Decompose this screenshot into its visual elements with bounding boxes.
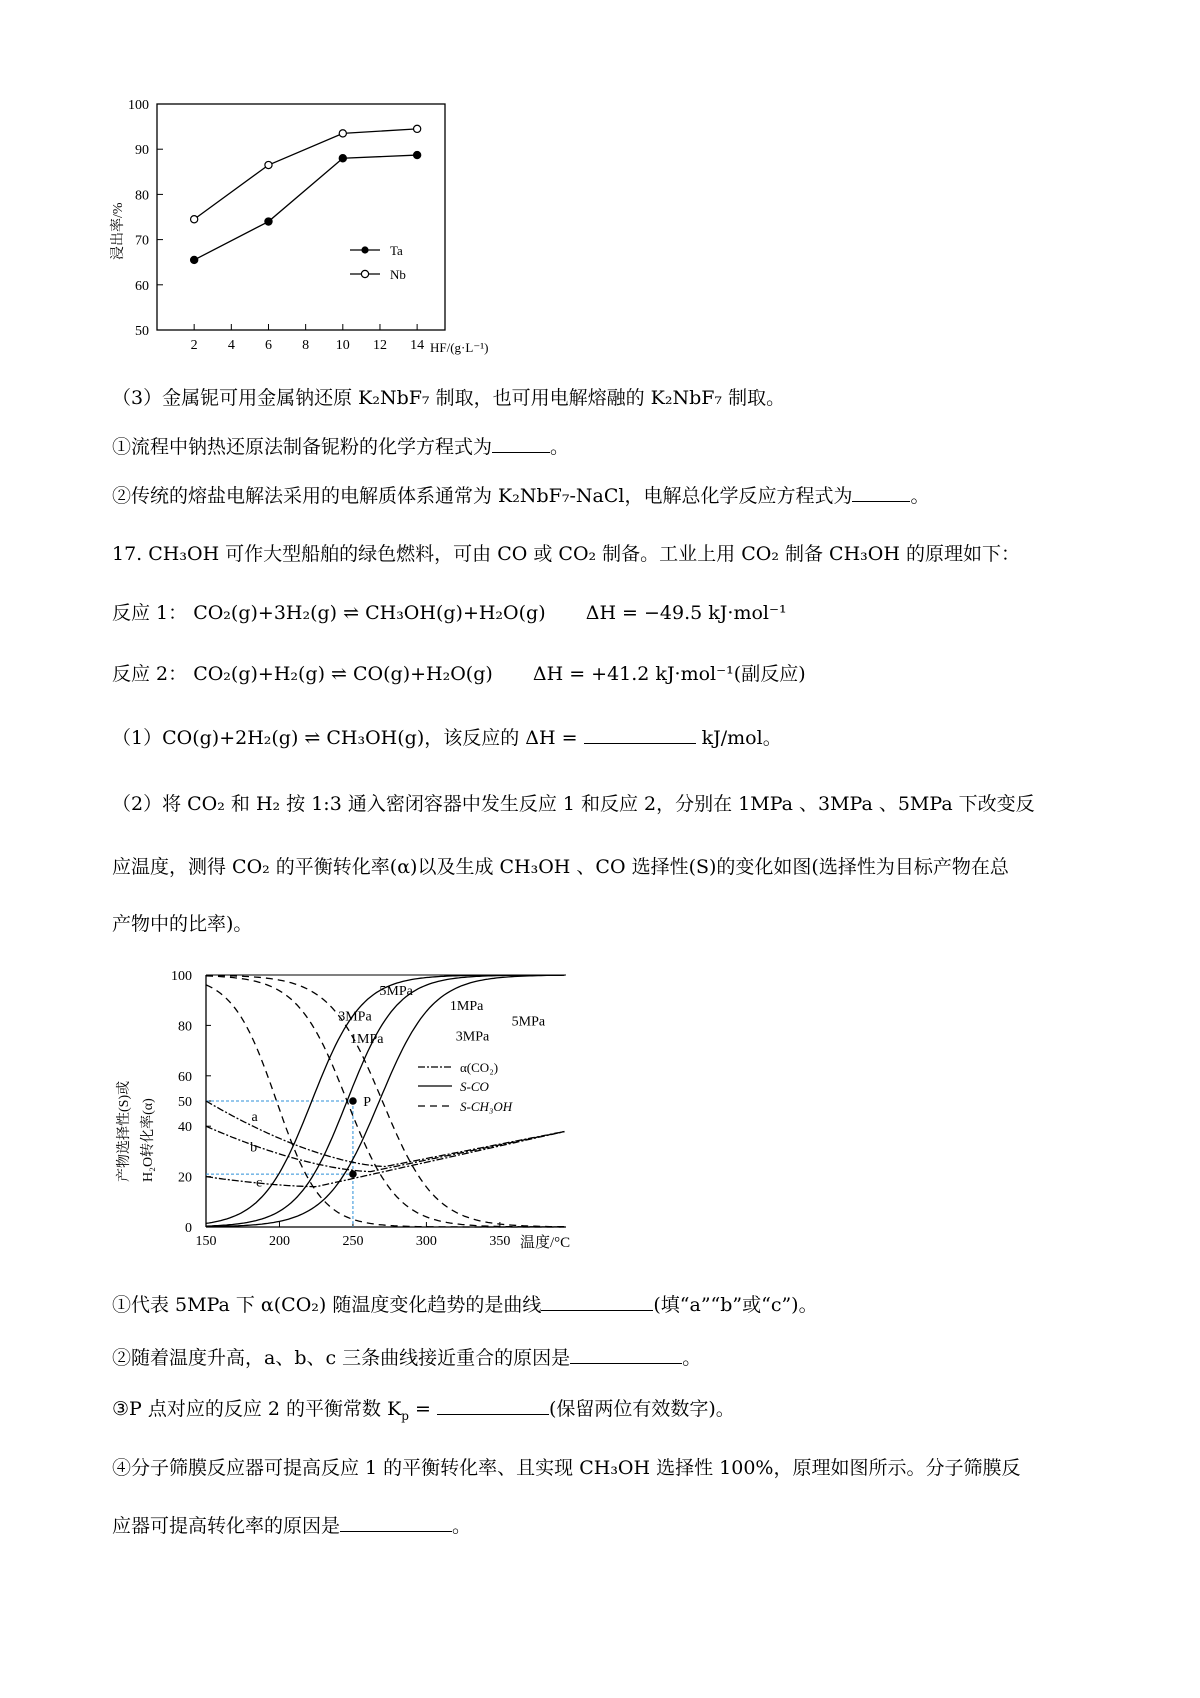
chart1-x-tick-label: 2 <box>190 338 198 353</box>
answer-blank-q1[interactable] <box>584 727 696 744</box>
legend-nb-marker <box>361 270 368 277</box>
selectivity-conversion-chart <box>100 962 620 1252</box>
sub-q3-equals: = <box>408 1398 431 1420</box>
q3-text-3: 制取。 <box>722 387 786 409</box>
q3-line <box>112 386 785 410</box>
answer-blank-q3-2[interactable] <box>852 485 910 502</box>
sub-q4-text: 应器可提高转化率的原因是 <box>112 1515 341 1537</box>
chart1-y-label: 浸出率/% <box>111 202 126 260</box>
sub-q2-line <box>112 1346 701 1370</box>
chart2-x-tick-label: 250 <box>342 1234 364 1249</box>
reaction-1-label: 反应 1： <box>112 602 188 624</box>
legend-nb: Nb <box>390 267 406 282</box>
chart2-y-tick-label: 50 <box>178 1095 192 1110</box>
sub-q3-text: ③P 点对应的反应 2 的平衡常数 K <box>112 1398 402 1420</box>
sub-q1-end: (填“a”“b”或“c”)。 <box>653 1294 818 1316</box>
label-point-p: P <box>363 1095 372 1110</box>
chart1-x-label: HF/(g·L⁻¹) <box>430 340 489 355</box>
q3-2-text-2: ，电解总化学反应方程式为 <box>624 485 853 507</box>
reaction-2-label: 反应 2： <box>112 663 188 685</box>
chart2-y-tick-label: 0 <box>185 1221 192 1236</box>
chart1-y-tick-label: 80 <box>135 188 149 204</box>
legend-s-co: S-CO <box>460 1079 489 1094</box>
q17-line <box>112 542 1020 566</box>
reaction-1 <box>112 601 787 625</box>
chart2-y-label-1: 产物选择性(S)或 <box>117 1080 132 1182</box>
chart1-legend <box>350 243 406 282</box>
chart2-x-tick-label: 300 <box>415 1234 437 1249</box>
q1-number: （1） <box>112 727 163 749</box>
q17-intro: CH₃OH 可作大型船舶的绿色燃料，可由 CO 或 CO₂ 制备。工业上用 CO₂ 制备 CH₃OH 的原理如下： <box>148 543 1020 565</box>
data-point-ta <box>265 218 272 225</box>
chart2-x-tick-label: 350 <box>489 1234 511 1249</box>
chart2-y-tick-label: 40 <box>178 1120 192 1136</box>
question-number: 17. <box>112 543 143 565</box>
sub-q3-line <box>112 1397 735 1428</box>
chart1-x-tick-label: 4 <box>227 338 235 353</box>
q2-line-2: 应温度，测得 CO₂ 的平衡转化率(α)以及生成 CH₃OH 、CO 选择性(S)的变化如图(选择性为目标产物在总 <box>112 856 1009 878</box>
label-1mpa-dashed: 1MPa <box>350 1032 384 1047</box>
q3-text-1: （3）金属铌可用金属钠还原 <box>112 387 359 409</box>
chart2-x-tick-label: 150 <box>195 1234 217 1249</box>
q3-1-end: 。 <box>550 436 570 458</box>
sub-q3-subscript: p <box>401 1408 409 1423</box>
sub-q4-line-2 <box>112 1514 471 1538</box>
data-point-nb <box>265 161 272 168</box>
q3-formula-2: K₂NbF₇ <box>650 387 723 409</box>
answer-blank-sub-q3[interactable] <box>437 1398 549 1415</box>
point-p <box>349 1097 357 1105</box>
label-3mpa-dashed: 3MPa <box>338 1009 372 1025</box>
legend-alpha-co2: α(CO₂) <box>460 1060 499 1075</box>
chart1-x-tick-label: 10 <box>335 338 350 353</box>
q1-end: 。 <box>762 727 782 749</box>
chart1-x-tick-label: 12 <box>372 338 387 353</box>
curve-alpha-co2-b <box>206 1126 565 1171</box>
reaction-2-enthalpy: ΔH = +41.2 kJ·mol⁻¹ <box>532 663 734 685</box>
chart1-y-tick-label: 50 <box>135 324 149 339</box>
q3-2-text: ②传统的熔盐电解法采用的电解质体系通常为 <box>112 485 499 507</box>
chart1-y-tick-label: 70 <box>135 233 149 249</box>
chart2-y-tick-label: 20 <box>178 1170 192 1186</box>
chart2-y-tick-label: 80 <box>178 1019 192 1035</box>
label-curve-b: b <box>250 1140 258 1156</box>
q1-equation: CO(g)+2H₂(g) ⇌ CH₃OH(g) <box>162 727 425 749</box>
data-point-nb <box>339 130 346 137</box>
marked-point <box>349 1170 357 1178</box>
data-point-ta <box>339 155 346 162</box>
sub-q2-end: 。 <box>682 1347 702 1369</box>
label-curve-a: a <box>251 1110 258 1126</box>
label-5mpa-dashed: 5MPa <box>379 984 413 1000</box>
chart1-y-tick-label: 60 <box>135 278 149 294</box>
data-point-ta <box>191 256 198 263</box>
sub-q1-line <box>112 1293 818 1317</box>
answer-blank-sub-q4[interactable] <box>340 1515 452 1532</box>
q1-text: ，该反应的 ΔH = <box>424 727 578 749</box>
chart1-x-tick-label: 6 <box>264 338 272 353</box>
reaction-1-enthalpy: ΔH = −49.5 kJ·mol⁻¹ <box>585 602 787 624</box>
chart2-y-label-2: H₂O转化率(α) <box>141 1098 156 1182</box>
legend-ta-marker <box>361 246 368 253</box>
q3-2-line <box>112 484 929 508</box>
legend-ta: Ta <box>390 243 403 258</box>
q2-line-1: （2）将 CO₂ 和 H₂ 按 1:3 通入密闭容器中发生反应 1 和反应 2，分别在 1MPa 、3MPa 、5MPa 下改变反 <box>112 793 1035 815</box>
answer-blank-sub-q1[interactable] <box>541 1294 653 1311</box>
q3-1-text: ①流程中钠热还原法制备铌粉的化学方程式为 <box>112 436 493 458</box>
q2-line-3: 产物中的比率)。 <box>112 913 253 935</box>
chart2-legend <box>418 1060 513 1114</box>
chart1-y-tick-label: 100 <box>128 98 149 113</box>
label-3mpa-solid: 3MPa <box>455 1029 490 1045</box>
q3-2-end: 。 <box>910 485 930 507</box>
legend-s-ch3oh: S-CH₃OH <box>460 1099 513 1114</box>
leaching-rate-chart <box>100 90 560 375</box>
sub-q4-end: 。 <box>452 1515 472 1537</box>
q3-text-2: 制取，也可用电解熔融的 <box>429 387 651 409</box>
label-1mpa-solid: 1MPa <box>449 999 484 1015</box>
series-line-nb <box>194 129 417 219</box>
label-curve-c: c <box>255 1175 263 1191</box>
chart2-y-tick-label: 60 <box>178 1069 192 1085</box>
data-point-nb <box>191 216 198 223</box>
chart1-x-tick-label: 14 <box>410 338 425 353</box>
chart2-y-tick-label: 100 <box>171 969 192 984</box>
label-5mpa-solid: 5MPa <box>511 1014 546 1030</box>
answer-blank-sub-q2[interactable] <box>570 1347 682 1364</box>
answer-blank-q3-1[interactable] <box>492 436 550 453</box>
q3-2-formula: K₂NbF₇-NaCl <box>498 485 625 507</box>
q1-unit: kJ/mol <box>701 727 763 749</box>
data-point-ta <box>414 151 421 158</box>
q3-1-line <box>112 435 569 459</box>
q3-formula-1: K₂NbF₇ <box>358 387 430 409</box>
chart1-y-tick-label: 90 <box>135 143 149 159</box>
sub-q4-line-1: ④分子筛膜反应器可提高反应 1 的平衡转化率、且实现 CH₃OH 选择性 100%，原理如图所示。分子筛膜反 <box>112 1457 1021 1479</box>
reaction-2-note: (副反应) <box>733 663 806 685</box>
reaction-2 <box>112 662 806 686</box>
sub-q1-text: ①代表 5MPa 下 α(CO₂) 随温度变化趋势的是曲线 <box>112 1294 542 1316</box>
reaction-2-equation: CO₂(g)+H₂(g) ⇌ CO(g)+H₂O(g) <box>193 663 493 685</box>
sub-q2-text: ②随着温度升高，a、b、c 三条曲线接近重合的原因是 <box>112 1347 571 1369</box>
chart2-x-label: 温度/°C <box>520 1235 571 1251</box>
chart2-x-tick-label: 200 <box>268 1234 290 1249</box>
chart1-x-tick-label: 8 <box>302 338 310 353</box>
data-point-nb <box>414 125 421 132</box>
chart1-frame <box>157 104 445 330</box>
reaction-1-equation: CO₂(g)+3H₂(g) ⇌ CH₃OH(g)+H₂O(g) <box>193 602 546 624</box>
q1-line <box>112 726 782 750</box>
series-line-ta <box>194 155 417 260</box>
sub-q3-end: (保留两位有效数字)。 <box>548 1398 735 1420</box>
